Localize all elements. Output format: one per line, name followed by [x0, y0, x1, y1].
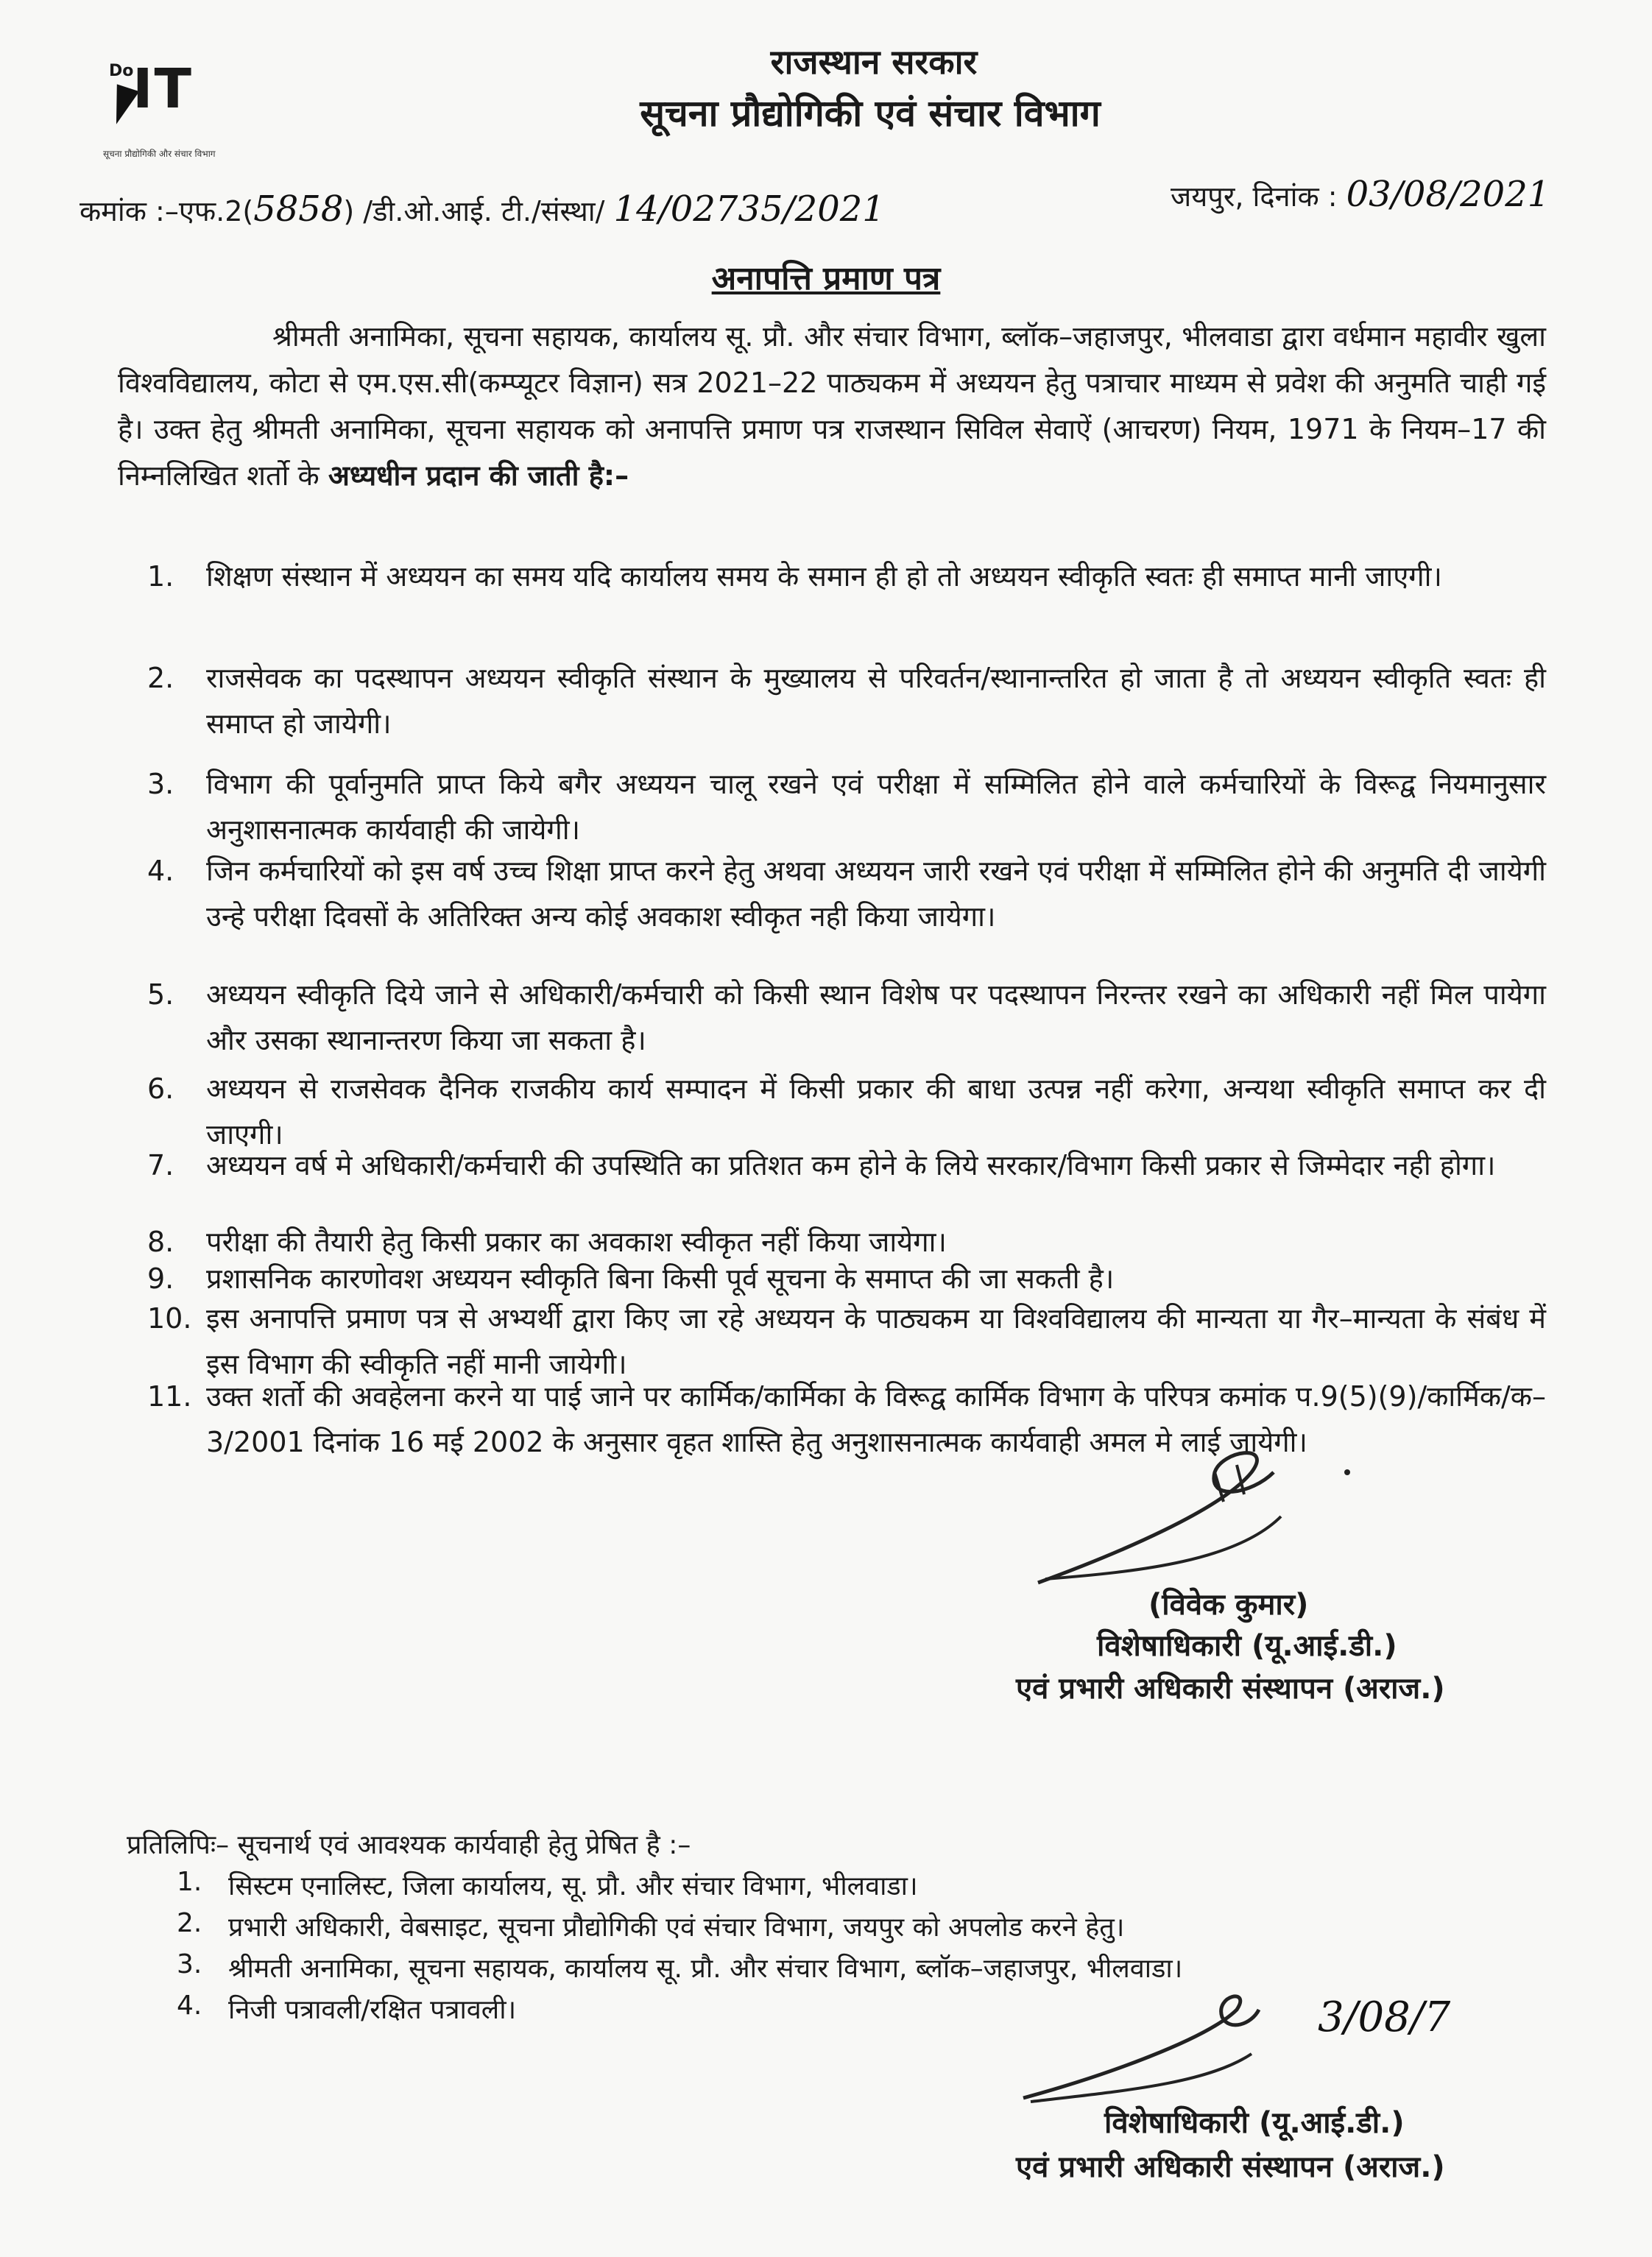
- condition-text: उक्त शर्तो की अवहेलना करने या पाई जाने पर कार्मिक/कार्मिका के विरूद्व कार्मिक विभाग के परिपत्र कमांक प.9(5)(9)/कार्मिक/क–3/2001 दिनांक 16 मई 2002 के अनुसार वृहत शास्ति हेतु अनुशासनात्मक कार्यवाही अमल मे लाई जायेगी।: [206, 1380, 1546, 1458]
- date-label: जयपुर, दिनांक :: [1171, 180, 1338, 213]
- condition-number: 6.: [147, 1073, 174, 1105]
- copy-item-number: 2.: [177, 1908, 202, 1938]
- ref-handwritten-file: 14/02735/2021: [613, 188, 885, 230]
- copy-item-number: 3.: [177, 1949, 202, 1979]
- condition-text: इस अनापत्ति प्रमाण पत्र से अभ्यर्थी द्वारा किए जा रहे अध्ययन के पाठ्यकम या विश्वविद्यालय की मान्यता या गैर–मान्यता के संबंध में इस विभाग की स्वीकृति नहीं मानी जायेगी।: [206, 1302, 1547, 1380]
- condition-text: राजसेवक का पदस्थापन अध्ययन स्वीकृति संस्थान के मुख्यालय से परिवर्तन/स्थानान्तरित हो जाता है तो अध्ययन स्वीकृति स्वतः ही समाप्त हो जायेगी।: [206, 662, 1546, 740]
- condition-number: 1.: [147, 560, 174, 593]
- handwritten-copy-date: 3/08/7: [1318, 1993, 1451, 2041]
- condition-item: [147, 972, 1546, 1063]
- condition-number: 9.: [147, 1262, 174, 1295]
- condition-text: विभाग की पूर्वानुमति प्राप्त किये बगैर अध्ययन चालू रखने एवं परीक्षा में सम्मिलित होने वाले कर्मचारियों के विरूद्व नियमानुसार अनुशासनात्मक कार्यवाही की जायेगी।: [206, 768, 1546, 846]
- copy-signatory-designation: विशेषाधिकारी (यू.आई.डी.): [1104, 2106, 1405, 2140]
- condition-text: परीक्षा की तैयारी हेतु किसी प्रकार का अवकाश स्वीकृत नहीं किया जायेगा।: [206, 1226, 947, 1258]
- condition-item: [147, 848, 1546, 939]
- copy-to-heading: प्रतिलिपिः– सूचनार्थ एवं आवश्यक कार्यवाही हेतु प्रेषित है :–: [127, 1830, 691, 1860]
- copy-signatory-designation-line2: एवं प्रभारी अधिकारी संस्थापन (अराज.): [1016, 2150, 1445, 2184]
- intro-paragraph: [118, 314, 1546, 499]
- copy-to-item: [177, 1908, 1124, 1944]
- condition-item: [147, 1256, 1546, 1301]
- condition-text: शिक्षण संस्थान में अध्ययन का समय यदि कार्यालय समय के समान ही हो तो अध्ययन स्वीकृति स्वतः ही समाप्त मानी जाएगी।: [206, 560, 1442, 593]
- issue-date: [1171, 174, 1550, 215]
- signature-mark: [1031, 1443, 1369, 1590]
- signatory-designation: विशेषाधिकारी (यू.आई.डी.): [1097, 1629, 1397, 1663]
- title-text: अनापत्ति प्रमाण पत्र: [711, 260, 941, 297]
- copy-item-number: 4.: [177, 1991, 202, 2021]
- copy-to-item: [177, 1991, 516, 2027]
- signatory-name: (विवेक कुमार): [1148, 1588, 1309, 1622]
- condition-item: [147, 761, 1546, 852]
- signatory-designation-line2: एवं प्रभारी अधिकारी संस्थापन (अराज.): [1016, 1672, 1445, 1706]
- condition-item: [147, 554, 1546, 599]
- reference-number: [80, 188, 885, 230]
- condition-number: 7.: [147, 1149, 174, 1182]
- logo-it-text: IT: [133, 57, 194, 121]
- ref-handwritten-number: 5858: [253, 188, 344, 230]
- copy-item-text: प्रभारी अधिकारी, वेबसाइट, सूचना प्रौद्योगिकी एवं संचार विभाग, जयपुर को अपलोड करने हेतु।: [228, 1912, 1125, 1943]
- intro-bold-end: अध्यधीन प्रदान की जाती है:–: [328, 459, 629, 492]
- copy-item-text: श्रीमती अनामिका, सूचना सहायक, कार्यालय सू. प्रौ. और संचार विभाग, ब्लॉक–जहाजपुर, भीलवाडा।: [228, 1954, 1183, 1984]
- copy-to-item: [177, 1867, 918, 1903]
- condition-item: [147, 655, 1546, 746]
- ref-middle: ) /डी.ओ.आई. टी./संस्था/: [343, 195, 605, 227]
- logo-tagline: सूचना प्रौद्योगिकी और संचार विभाग: [103, 149, 216, 159]
- condition-text: जिन कर्मचारियों को इस वर्ष उच्च शिक्षा प्राप्त करने हेतु अथवा अध्ययन जारी रखने एवं परीक्षा में सम्मिलित होने की अनुमति दी जायेगी उन्हे परीक्षा दिवसों के अतिरिक्त अन्य कोई अवकाश स्वीकृत नही किया जायेगा।: [206, 855, 1546, 933]
- condition-number: 5.: [147, 978, 174, 1011]
- handwritten-date: 03/08/2021: [1346, 174, 1550, 215]
- condition-number: 4.: [147, 855, 174, 887]
- condition-number: 8.: [147, 1226, 174, 1258]
- copy-item-text: निजी पत्रावली/रक्षित पत्रावली।: [228, 1995, 517, 2025]
- certificate-title: [0, 255, 1652, 299]
- signature-mark-2: [1016, 1980, 1325, 2105]
- department-name: सूचना प्रौद्योगिकी एवं संचार विभाग: [640, 92, 1101, 135]
- intro-text: श्रीमती अनामिका, सूचना सहायक, कार्यालय सू. प्रौ. और संचार विभाग, ब्लॉक–जहाजपुर, भीलवाडा द्वारा वर्धमान महावीर खुला विश्वविद्यालय, कोटा से एम.एस.सी(कम्प्यूटर विज्ञान) सत्र 2021–22 पाठ्यकम में अध्ययन हेतु पत्राचार माध्यम से प्रवेश की अनुमति चाही गई है। उक्त हेतु श्रीमती अनामिका, सूचना सहायक को अनापत्ति प्रमाण पत्र राजस्थान सिविल सेवाऐं (आचरण) नियम, 1971 के नियम–17 की निम्नलिखित शर्तो के: [118, 320, 1546, 492]
- condition-text: अध्ययन स्वीकृति दिये जाने से अधिकारी/कर्मचारी को किसी स्थान विशेष पर पदस्थापन निरन्तर रखने का अधिकारी नहीं मिल पायेगा और उसका स्थानान्तरण किया जा सकता है।: [206, 978, 1546, 1056]
- condition-number: 3.: [147, 768, 174, 800]
- condition-number: 11.: [147, 1380, 192, 1413]
- condition-number: 2.: [147, 662, 174, 694]
- condition-item: [147, 1142, 1546, 1188]
- condition-text: प्रशासनिक कारणोवश अध्ययन स्वीकृति बिना किसी पूर्व सूचना के समाप्त की जा सकती है।: [206, 1262, 1115, 1295]
- copy-item-text: सिस्टम एनालिस्ट, जिला कार्यालय, सू. प्रौ. और संचार विभाग, भीलवाडा।: [228, 1871, 918, 1901]
- condition-number: 10.: [147, 1302, 192, 1335]
- logo-do-text: Do: [109, 62, 134, 80]
- government-name: राजस्थान सरकार: [770, 42, 978, 82]
- ref-prefix: कमांक :–एफ.2(: [80, 195, 254, 227]
- condition-text: अध्ययन से राजसेवक दैनिक राजकीय कार्य सम्पादन में किसी प्रकार की बाधा उत्पन्न नहीं करेगा, अन्यथा स्वीकृति समाप्त कर दी जाएगी।: [206, 1073, 1546, 1151]
- copy-item-number: 1.: [177, 1867, 202, 1897]
- condition-text: अध्ययन वर्ष मे अधिकारी/कर्मचारी की उपस्थिति का प्रतिशत कम होने के लिये सरकार/विभाग किसी प्रकार से जिम्मेदार नही होगा।: [206, 1149, 1496, 1182]
